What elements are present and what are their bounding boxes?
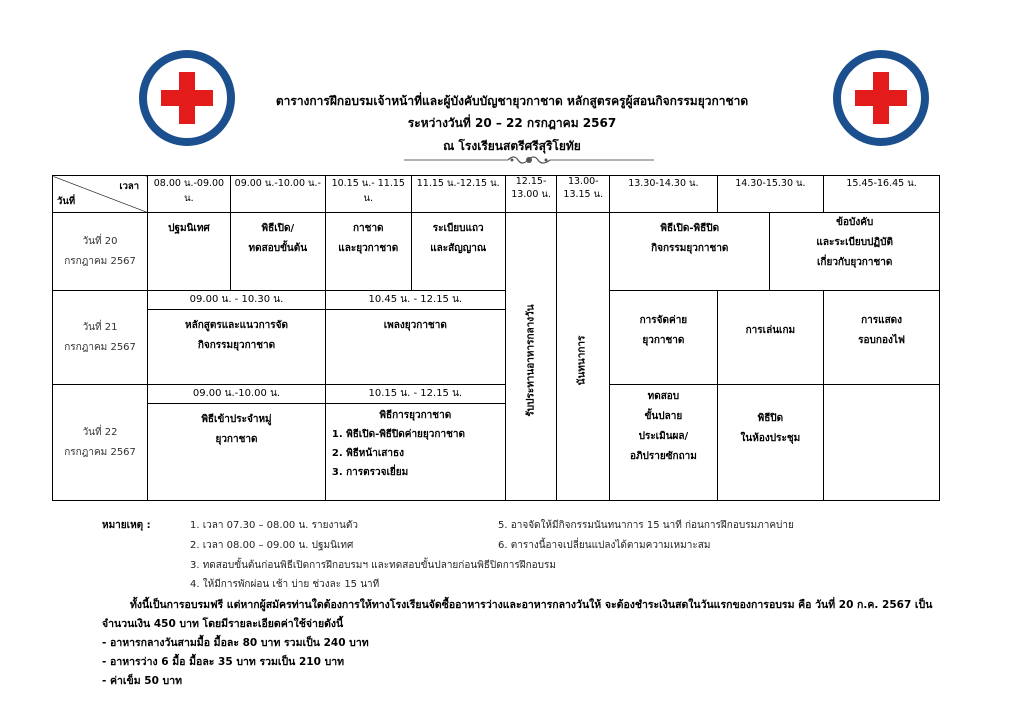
day-label: วันที่ 20 [82,235,118,247]
right-red-cross-logo [833,50,929,146]
day-row-22 [53,385,940,501]
empty-cell [824,385,940,501]
session-time: 10.15 น. - 12.15 น. [326,385,505,404]
slot-header: 09.00 น.-10.00 น.- [230,176,325,213]
activity-text: ขั้นปลาย [644,411,683,422]
activity-text: รอบกองไฟ [858,335,905,346]
slot-header: 11.15 น.-12.15 น. [411,176,505,213]
list-item: 3. การตรวจเยี่ยม [331,467,409,478]
recreation-label: นันทนาการ [576,335,588,386]
day-month: กรกฎาคม 2567 [64,446,136,458]
activity-cell [411,213,505,291]
time-label: เวลา [119,181,140,192]
paragraph-line: จำนวนเงิน 450 บาท โดยมีรายละเอียดค่าใช้จ่ายดังนี้ [102,618,344,630]
activity-text: เกี่ยวกับยุวกาชาด [816,257,893,268]
activity-text: ปฐมนิเทศ [168,223,210,234]
activity-list [326,425,505,482]
note-item: 3. ทดสอบขั้นต้นก่อนพิธีเปิดการฝึกอบรมฯ และทดสอบขั้นปลายก่อนพิธีปิดการฝึกอบรม [190,560,556,571]
ornament-divider [400,154,658,166]
activity-text: การแสดง [861,315,903,326]
day-month: กรกฎาคม 2567 [64,341,136,353]
session-time: 09.00 น.-10.00 น. [148,385,325,404]
cost-item: - อาหารกลางวันสามมื้อ มื้อละ 80 บาท รวมเป็น 240 บาท [102,637,369,649]
title-line-1: ตารางการฝึกอบรมเจ้าหน้าที่และผู้บังคับบัญชายุวกาชาด หลักสูตรครูผู้สอนกิจกรรมยุวกาชาด [275,94,749,108]
activity-text: หลักสูตรและแนวการจัด [184,320,288,331]
paragraph-line: ทั้งนี้เป็นการอบรมฟรี แต่หากผู้สมัครท่านใดต้องการให้ทางโรงเรียนจัดซื้ออาหารว่างและอาหารกลางวันให้ จะต้องชำระเงินสดในวันแรกของการอบรม คือ วันที่ 20 ก.ค. 2567 เป็น [130,599,933,611]
session-cell [325,385,505,501]
slot-header: 12.15-13.00 น. [505,176,557,213]
note-item: 4. ให้มีการพักผ่อน เช้า บ่าย ช่วงละ 15 นาที [190,579,380,590]
cost-item: - อาหารว่าง 6 มื้อ มื้อละ 35 บาท รวมเป็น 210 บาท [102,656,345,668]
list-item: 2. พิธีหน้าเสาธง [331,448,404,459]
activity-text: ในห้องประชุม [740,433,801,444]
red-cross-bar [855,90,907,106]
activity-cell [610,385,718,501]
activity-cell [770,213,940,291]
slot-header: 13.00-13.15 น. [557,176,610,213]
activity-text: พิธีเปิด/ [261,223,295,234]
list-item: 1. พิธีเปิด-พิธีปิดค่ายยุวกาชาด [331,429,465,440]
session-time: 09.00 น. - 10.30 น. [148,291,325,310]
session-cell [148,385,326,501]
activity-cell [610,213,770,291]
note-item: 1. เวลา 07.30 – 08.00 น. รายงานตัว [190,520,358,531]
day-row-20 [53,213,940,291]
recreation-cell [557,213,610,501]
day-month: กรกฎาคม 2567 [64,255,136,267]
header-row [53,176,940,213]
activity-text: การจัดค่าย [639,315,688,326]
session-activity [148,404,325,450]
activity-text: เพลงยุวกาชาด [383,320,447,331]
activity-cell [610,291,718,385]
activity-text: ระเบียบแถว [432,223,484,234]
activity-text: พิธีการยุวกาชาด [379,410,452,421]
session-cell [325,291,505,385]
schedule-table [52,175,940,501]
title-line-2: ระหว่างวันที่ 20 – 22 กรกฎาคม 2567 [407,116,617,130]
session-time: 10.45 น. - 12.15 น. [326,291,505,310]
title-line-3: ณ โรงเรียนสตรีศรีสุริโยทัย [443,139,581,153]
lunch-cell [505,213,557,501]
activity-cell [230,213,325,291]
day-row-21 [53,291,940,385]
activity-text: อภิปรายซักถาม [629,451,697,462]
slot-header: 14.30-15.30 น. [717,176,823,213]
activity-text: ยุวกาชาด [642,335,685,346]
day-label: วันที่ 22 [82,426,118,438]
activity-text: ทดสอบ [647,391,680,402]
payment-paragraph [102,596,962,615]
slot-header: 15.45-16.45 น. [824,176,940,213]
activity-cell [824,291,940,385]
day-cell [53,291,148,385]
activity-text: ยุวกาชาด [215,434,258,445]
day-cell [53,385,148,501]
cost-item: - ค่าเข็ม 50 บาท [102,675,183,687]
activity-text: กาชาด [352,223,384,234]
activity-text: ประเมินผล/ [638,431,689,442]
lunch-label: รับประทานอาหารกลางวัน [525,304,537,417]
activity-text: และระเบียบปฏิบัติ [816,237,893,248]
activity-text: และยุวกาชาด [338,243,399,254]
day-cell [53,213,148,291]
activity-text: พิธีปิด [757,413,784,424]
notes-label: หมายเหตุ : [102,520,151,531]
activity-text: ทดสอบขั้นต้น [248,243,308,254]
day-label: วันที่ [57,196,76,207]
activity-text: พิธีเข้าประจำหมู่ [201,414,272,425]
activity-text: ข้อบังคับ [836,217,874,228]
note-item: 2. เวลา 08.00 – 09.00 น. ปฐมนิเทศ [190,540,354,551]
activity-text: กิจกรรมยุวกาชาด [651,243,729,254]
day-label: วันที่ 21 [82,321,118,333]
activity-text: และสัญญาณ [430,243,487,254]
time-day-header [53,176,148,213]
activity-cell [148,213,231,291]
activity-cell [717,291,823,385]
slot-header: 10.15 น.- 11.15 น. [325,176,411,213]
slot-header: 13.30-14.30 น. [610,176,718,213]
activity-cell [717,385,823,501]
activity-text: กิจกรรมยุวกาชาด [197,340,276,351]
activity-cell [325,213,411,291]
note-item: 6. ตารางนี้อาจเปลี่ยนแปลงได้ตามความเหมาะสม [498,540,711,551]
session-activity [326,310,505,336]
activity-text: การเล่นเกม [745,325,796,336]
note-item: 5. อาจจัดให้มีกิจกรรมนันทนาการ 15 นาที ก่อนการฝึกอบรมภาคบ่าย [498,520,794,531]
session-activity [148,310,325,356]
activity-text: พิธีเปิด-พิธีปิด [660,223,720,234]
slot-header: 08.00 น.-09.00 น. [148,176,231,213]
session-cell [148,291,326,385]
